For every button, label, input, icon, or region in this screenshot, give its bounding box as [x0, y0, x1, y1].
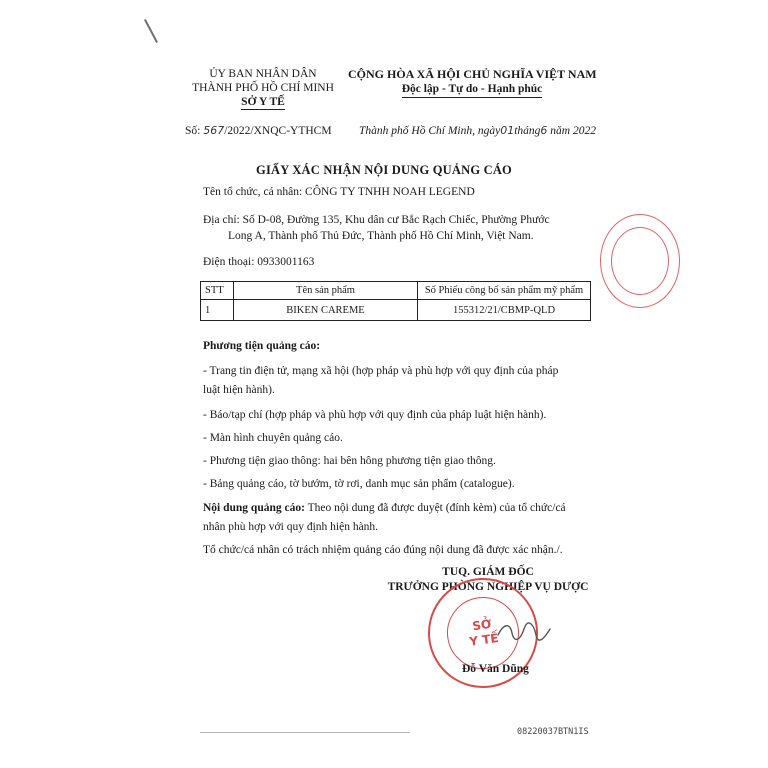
signature-title-2: TRƯỞNG PHÒNG NGHIỆP VỤ DƯỢC — [387, 581, 589, 593]
scan-mark — [144, 19, 158, 43]
content-text: Theo nội dung đã được duyệt (đính kèm) của tổ chức/cá — [304, 502, 566, 514]
seal-text-2: Y TẾ — [468, 630, 500, 649]
issuing-authority — [178, 67, 348, 110]
media-item-5: - Bảng quảng cáo, tờ bướm, tờ rơi, danh mục sản phẩm (catalogue). — [203, 478, 515, 490]
handwritten-signature — [494, 617, 554, 647]
republic-name: CỘNG HÒA XÃ HỘI CHỦ NGHĨA VIỆT NAM — [348, 67, 597, 81]
ref-handwritten-number: 567 — [203, 124, 225, 137]
motto: Độc lập - Tự do - Hạnh phúc — [402, 82, 543, 98]
footer-code: 08220037BTN1IS — [517, 727, 589, 737]
authority-line-2: THÀNH PHỐ HỒ CHÍ MINH — [192, 82, 334, 94]
date-part-2: tháng — [514, 125, 541, 137]
media-heading: Phương tiện quảng cáo: — [203, 340, 321, 352]
content-line-2: nhân phù hợp với quy định hiện hành. — [203, 521, 379, 533]
org-address-1: Địa chỉ: Số D-08, Đường 135, Khu dân cư Bắc Rạch Chiếc, Phường Phước — [203, 214, 550, 226]
authority-line-3: SỞ Y TẾ — [241, 96, 285, 108]
media-item-1a: - Trang tin điện tử, mạng xã hội (hợp pháp và phù hợp với quy định của pháp — [203, 365, 559, 377]
date-part-1: Thành phố Hồ Chí Minh, ngày — [359, 125, 501, 137]
header-product-name: Tên sản phẩm — [234, 282, 418, 300]
signature-title-1: TUQ. GIÁM ĐỐC — [442, 566, 534, 578]
header-notice-number: Số Phiếu công bố sản phẩm mỹ phẩm — [418, 282, 591, 300]
content-line-1 — [203, 502, 566, 514]
product-table — [200, 281, 591, 321]
ref-suffix: /2022/XNQC-YTHCM — [224, 125, 332, 137]
date-part-3: năm 2022 — [550, 125, 596, 137]
cell-notice-number: 155312/21/CBMP-QLD — [418, 300, 591, 321]
header-stt: STT — [201, 282, 234, 300]
content-label: Nội dung quảng cáo: — [203, 502, 305, 514]
document-title: GIẤY XÁC NHẬN NỘI DUNG QUẢNG CÁO — [256, 163, 512, 177]
national-motto — [348, 67, 596, 98]
seal-text-1: SỞ — [471, 616, 493, 634]
cell-product-name: BIKEN CAREME — [234, 300, 418, 321]
media-item-3: - Màn hình chuyên quảng cáo. — [203, 432, 343, 444]
authority-line-1: ỦY BAN NHÂN DÂN — [209, 68, 317, 80]
ref-prefix: Số: — [185, 125, 201, 137]
date-day: 01 — [500, 124, 515, 137]
cell-stt: 1 — [201, 300, 234, 321]
media-item-1b: luật hiện hành). — [203, 384, 275, 396]
date-month: 6 — [540, 124, 548, 137]
table-header-row — [201, 282, 591, 300]
reference-number — [185, 124, 332, 137]
side-seal — [600, 214, 680, 308]
issue-date — [359, 124, 596, 137]
table-row — [201, 300, 591, 321]
org-address-2: Long A, Thành phố Thủ Đức, Thành phố Hồ Chí Minh, Việt Nam. — [228, 230, 534, 242]
org-phone: Điện thoại: 0933001163 — [203, 256, 315, 268]
org-name: Tên tổ chức, cá nhân: CÔNG TY TNHH NOAH LEGEND — [203, 186, 475, 198]
footer-faint-line — [200, 732, 410, 733]
signatory-name: Đỗ Văn Dũng — [462, 663, 529, 675]
responsibility-statement: Tổ chức/cá nhân có trách nhiệm quảng cáo đúng nội dung đã được xác nhận./. — [203, 544, 563, 556]
media-item-4: - Phương tiện giao thông: hai bên hông phương tiện giao thông. — [203, 455, 496, 467]
media-item-2: - Báo/tạp chí (hợp pháp và phù hợp với quy định của pháp luật hiện hành). — [203, 409, 547, 421]
